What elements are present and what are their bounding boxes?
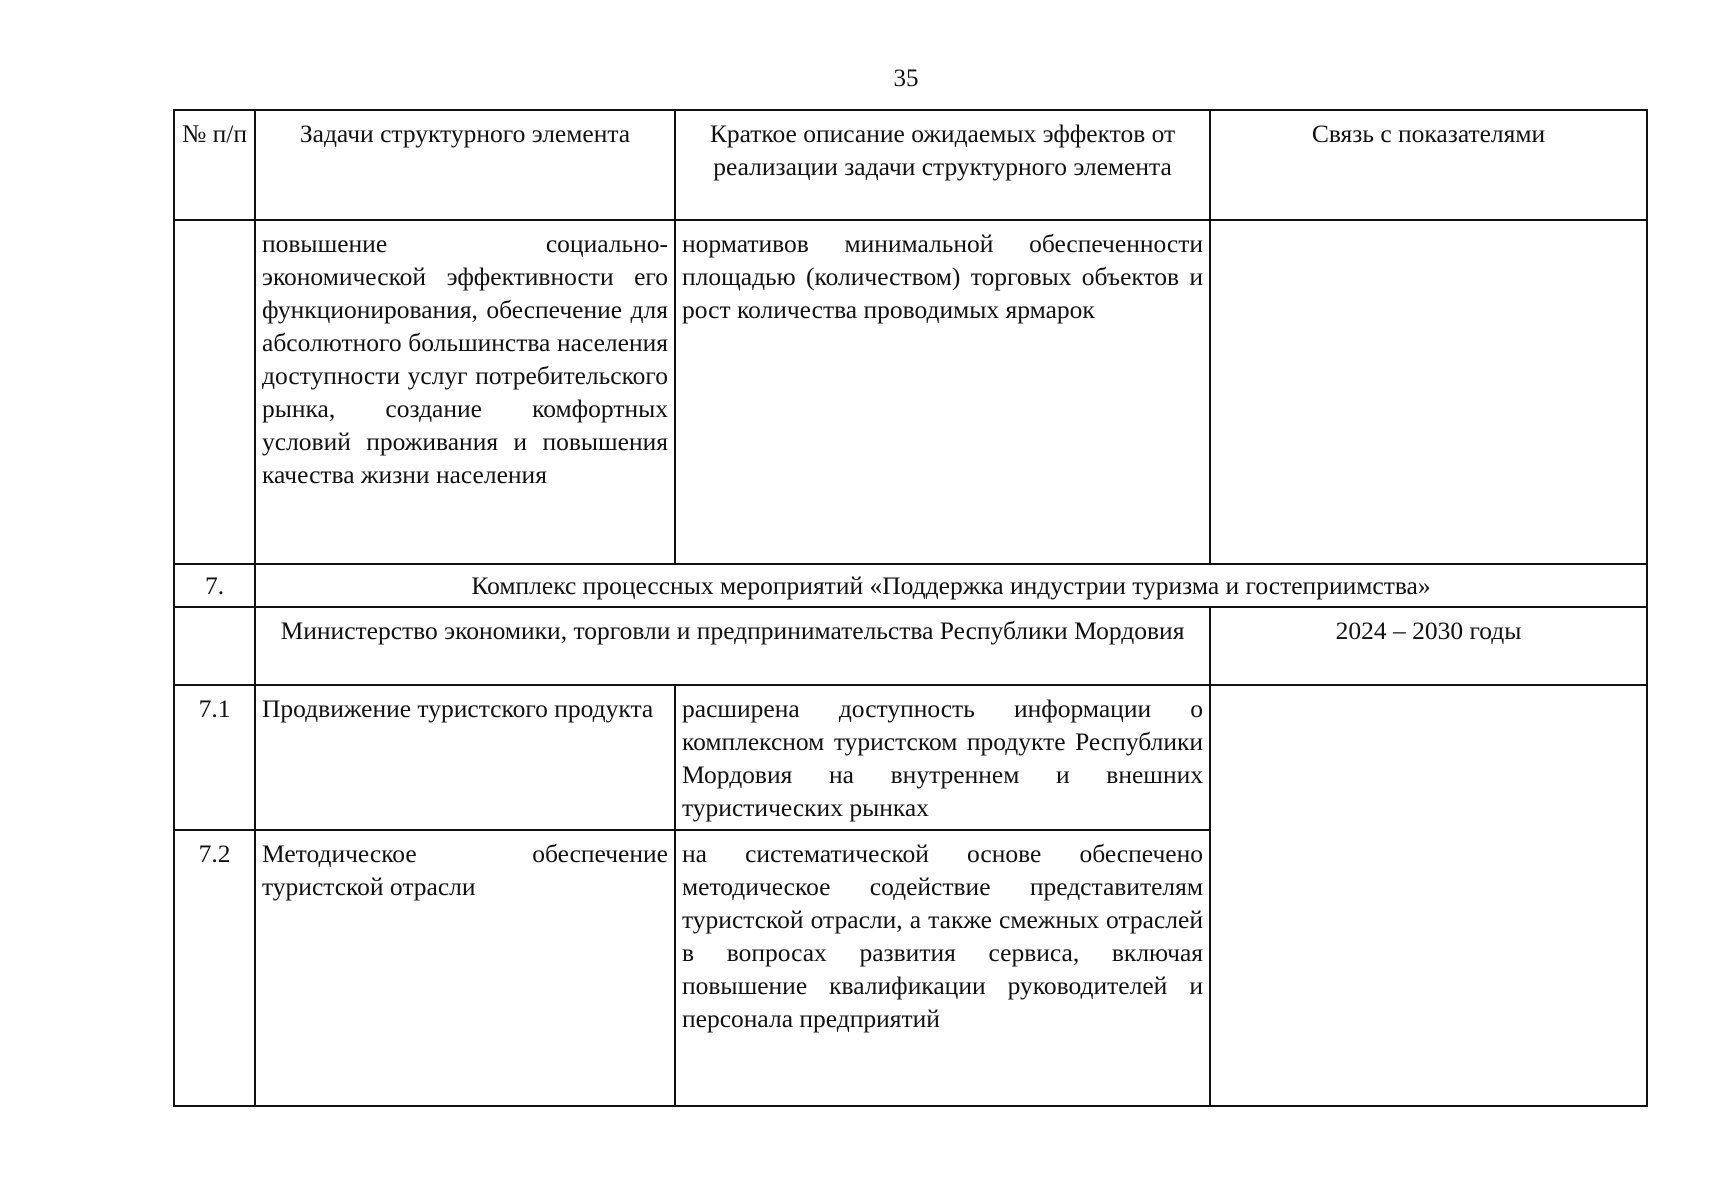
row-task: Методическое обеспечение туристской отрасли <box>255 830 675 1106</box>
cell-link <box>1210 220 1647 564</box>
header-task: Задачи структурного элемента <box>255 110 675 220</box>
row-number: 7.2 <box>174 830 255 1106</box>
implementation-period: 2024 – 2030 годы <box>1210 607 1647 685</box>
table-header-row <box>174 110 1647 220</box>
row-effect: расширена доступность информации о комплексном туристском продукте Республики Мордовия на внутреннем и внешних туристических рынках <box>675 685 1210 830</box>
row-number: 7.1 <box>174 685 255 830</box>
section-row <box>174 564 1647 607</box>
page-number: 35 <box>893 65 919 92</box>
header-num: № п/п <box>174 110 255 220</box>
header-link: Связь с показателями <box>1210 110 1647 220</box>
rows-link <box>1210 685 1647 1106</box>
structural-elements-table <box>173 109 1648 1107</box>
cell-num-empty <box>174 607 255 685</box>
cell-task: повышение социально-экономической эффективности его функционирования, обеспечение для абсолютного большинства населения доступности услуг потребительского рынка, создание комфортных условий проживания и повышения качества жизни населения <box>255 220 675 564</box>
table-row <box>174 685 1647 830</box>
row-task: Продвижение туристского продукта <box>255 685 675 830</box>
table-row-continuation <box>174 220 1647 564</box>
section-number: 7. <box>174 564 255 607</box>
cell-effect: нормативов минимальной обеспеченности площадью (количеством) торговых объектов и рост количества проводимых ярмарок <box>675 220 1210 564</box>
header-effect: Краткое описание ожидаемых эффектов от реализации задачи структурного элемента <box>675 110 1210 220</box>
section-title: Комплекс процессных мероприятий «Поддержка индустрии туризма и гостеприимства» <box>255 564 1647 607</box>
cell-num <box>174 220 255 564</box>
ministry-row <box>174 607 1647 685</box>
row-effect: на систематической основе обеспечено методическое содействие представителям туристской отрасли, а также смежных отраслей в вопросах развития сервиса, включая повышение квалификации руководителей и персонала предприятий <box>675 830 1210 1106</box>
responsible-ministry: Министерство экономики, торговли и предпринимательства Республики Мордовия <box>255 607 1210 685</box>
